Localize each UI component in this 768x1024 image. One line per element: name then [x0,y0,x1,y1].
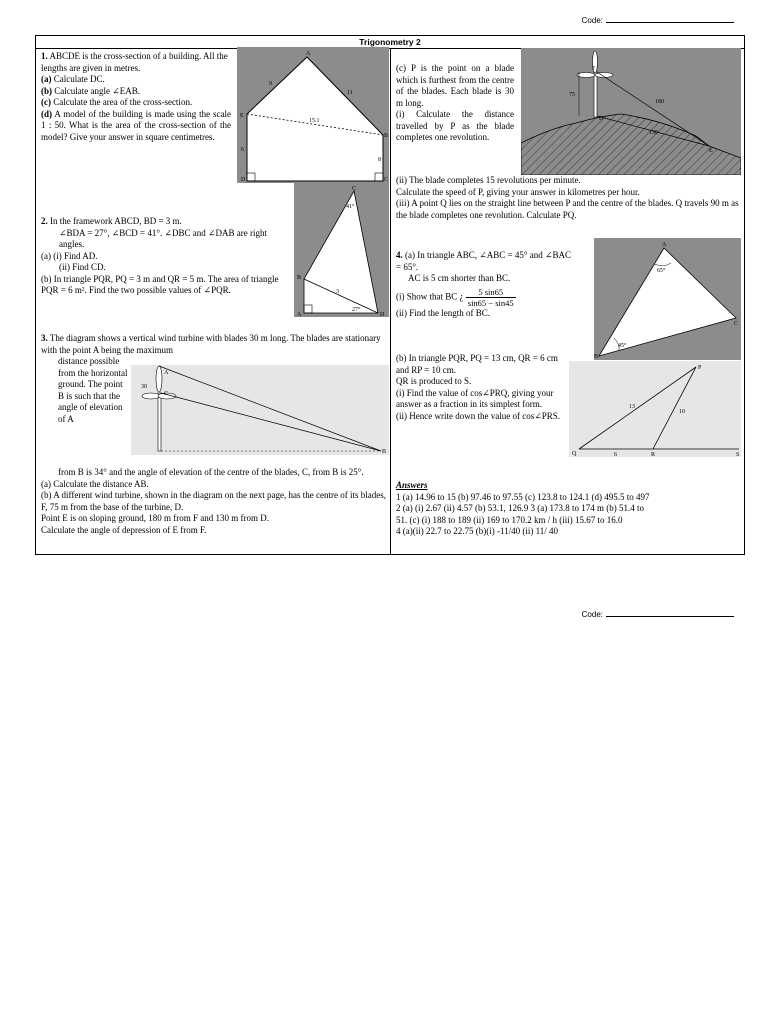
q3-c-intro: (c) P is the point on a blade which is furthest from the centre of the blades. Each blade is 30 m long. [396,63,514,108]
q4-fraction-numerator: 5 sin65 [466,287,516,298]
label-F: F [592,66,596,72]
length-13: 13 [629,404,635,410]
label-A: A [662,242,667,248]
figure-framework [294,183,389,317]
q4-b3: (i) Find the value of cos∠PRQ, giving your answer as a fraction in its simplest form. [396,387,554,409]
q4-number: 4. [396,250,403,260]
q3-wrap-text: distance possible from the horizontal ground. The point B is such that the angle of elevation of A [58,356,128,424]
label-P: P [698,365,702,371]
q3-intro [41,333,381,356]
q4-fraction [466,287,516,308]
label-D: D [599,116,604,122]
q1-b-label: (b) [41,85,52,96]
answers-section [396,480,741,538]
q3-rest: from B is 34° and the angle of elevation of the centre of the blades, C, from B is 25°. [58,467,364,477]
answers-title: Answers [396,480,428,490]
code-label: Code: [581,16,603,25]
label-S: S [736,452,740,457]
q2-a-i: (a) (i) Find AD. [41,250,98,261]
worksheet [35,35,745,555]
q3-intro-text: The diagram shows a vertical wind turbine with blades 30 m long. The blades are stationary with the point A being the maximum [41,333,381,355]
length-11: 11 [347,90,353,96]
label-A: A [164,370,169,376]
code-field-top [582,16,734,25]
triangle-pqr-diagram [569,361,741,457]
label-D: D [380,312,385,317]
q3-c-iii: (iii) A point Q lies on the straight line between P and the centre of the blades. Q travels 90 m as the blade completes one revolution. Calculate PQ. [396,198,739,220]
q2-line-1: In the framework ABCD, BD = 3 m. [50,216,182,226]
length-6: 6 [614,452,617,457]
q2-line-2: ∠BDA = 27°, ∠BCD = 41°. ∠DBC and ∠DAB are right angles. [59,227,268,249]
q3-b: (b) A different wind turbine, shown in the diagram on the next page, has the centre of its blades, F, 75 m from the base of the turbine, D. [41,490,386,512]
code-blank-line [606,616,734,617]
label-A: A [306,51,311,57]
q3-c-i: (i) Calculate the distance travelled by P as the blade completes one revolution. [396,109,514,142]
length-130: 130 [649,130,658,136]
q4-b2: QR is produced to S. [396,376,472,386]
figure-turbine-slope [521,48,741,175]
q1-intro: ABCDE is the cross-section of a building. All the lengths are given in metres. [41,51,228,73]
turbine-diagram [131,365,389,455]
q1-b-text: Calculate angle ∠EAB. [54,85,141,96]
label-E: E [709,148,713,154]
label-C: C [384,177,389,183]
q2-a-ii: (ii) Find CD. [59,262,106,272]
length-10: 10 [679,409,685,415]
q1-c-label: (c) [41,97,51,107]
q2-number: 2. [41,216,48,226]
q3-c-ii-1: (ii) The blade completes 15 revolutions per minute. [396,175,581,185]
question-1 [41,51,231,143]
q1-a-text: Calculate DC. [53,74,105,84]
q1-a-label: (a) [41,74,52,84]
q3-body [41,467,386,536]
label-R: R [651,452,656,457]
q3-c-ii-2: Calculate the speed of P, giving your answer in kilometres per hour. [396,186,640,197]
angle-65: 65° [657,268,666,274]
answers-line-3: 51. (c) (i) 188 to 189 (ii) 169 to 170.2 km / h (iii) 15.67 to 16.0 [396,514,623,525]
label-D: D [241,177,246,183]
code-label: Code: [581,610,603,619]
label-Q: Q [572,451,577,457]
question-4a [396,250,571,319]
length-30: 30 [141,384,147,390]
triangle-abc-diagram [594,238,741,360]
length-9: 9 [269,81,272,87]
figure-triangle-abc [594,238,741,360]
label-A: A [297,312,302,317]
angle-41: 41° [346,204,355,210]
question-2 [41,216,294,297]
q4-b1: (b) In triangle PQR, PQ = 13 cm, QR = 6 cm and RP = 10 cm. [396,353,558,375]
angle-45: 45° [618,343,627,349]
label-C: C [734,321,739,327]
figure-triangle-pqr [569,361,741,457]
q4-i-prefix: (i) Show that BC [396,291,460,302]
q3-c-continued [396,175,741,221]
length-75: 75 [569,92,575,98]
length-8: 8 [378,157,381,163]
label-B: B [382,449,387,455]
q4-fraction-denominator: sin65 − sin45 [467,297,514,308]
q1-d-label: (d) [41,108,52,119]
label-B: B [384,133,389,139]
label-B: B [594,354,599,360]
q3-c1: Point E is on sloping ground, 180 m from F and 130 m from D. [41,513,269,523]
length-3: 3 [336,289,339,295]
building-diagram [237,47,389,183]
label-B: B [297,275,302,281]
label-C: C [352,186,357,192]
q4-a: (a) In triangle ABC, ∠ABC = 45° and ∠BAC = 65°. [396,250,571,272]
code-field-bottom [582,610,734,619]
question-4b [396,353,561,422]
q2-b: (b) In triangle PQR, PQ = 3 m and QR = 5 m. The area of triangle PQR = 6 m². Find the two possible values of ∠PQR. [41,273,279,295]
label-C: C [164,391,169,397]
angle-27: 27° [352,307,361,313]
q4-ac: AC is 5 cm shorter than BC. [408,273,511,283]
q1-c-text: Calculate the area of the cross-section. [53,97,193,107]
q4-i-glyph: ¿ [459,291,464,302]
q4-ii: (ii) Find the length of BC. [396,307,490,318]
q3-continued [396,63,514,144]
code-blank-line [606,22,734,23]
figure-wind-turbine [131,365,389,455]
q1-d-text: A model of the building is made using the scale 1 : 50. What is the area of the cross-section of the model? Give your answer in square centimetres. [41,108,231,142]
label-E: E [240,113,244,119]
answers-line-2: 2 (a) (i) 2.67 (ii) 4.57 (b) 53.1, 126.9 3 (a) 173.8 to 174 m (b) 51.4 to [396,503,644,513]
answers-line-4: 4 (a)(ii) 22.7 to 22.75 (b)(i) -11/40 (ii) 11/ 40 [396,526,559,536]
q3-c2: Calculate the angle of depression of E from F. [41,524,207,535]
sheet-title: Trigonometry 2 [36,36,744,49]
q4-b4: (ii) Hence write down the value of cos∠PRS. [396,410,561,421]
figure-building [237,47,389,183]
q3-number: 3. [41,333,48,343]
answers-line-1: 1 (a) 14.96 to 15 (b) 97.46 to 97.55 (c) 123.8 to 124.1 (d) 495.5 to 497 [396,491,650,502]
length-180: 180 [655,99,664,105]
length-15-1: 15.1 [309,118,320,124]
q1-number: 1. [41,51,48,61]
length-6: 6 [241,147,244,153]
framework-diagram [294,183,389,317]
turbine-slope-diagram [521,48,741,175]
column-divider [390,48,391,554]
q3-a: (a) Calculate the distance AB. [41,478,149,489]
